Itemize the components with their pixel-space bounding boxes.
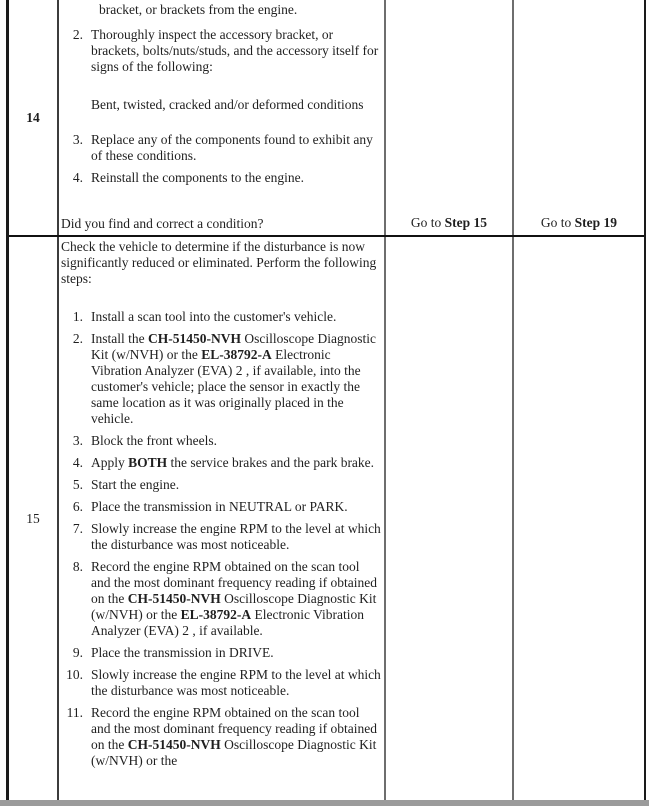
list-item	[61, 667, 382, 699]
list-item-number: 5.	[72, 477, 83, 492]
step-number: 15	[26, 510, 40, 526]
goto-no-cell	[514, 0, 644, 235]
list-item	[61, 331, 382, 427]
list-item	[61, 309, 382, 325]
list-item	[61, 559, 382, 639]
intro-paragraph: Check the vehicle to determine if the disturbance is now significantly reduced or eliminated. Perform the following steps:	[61, 239, 377, 286]
list-item	[61, 170, 382, 186]
table-row-step-14	[9, 0, 644, 237]
list-item-number: 11.	[66, 705, 83, 720]
list-item	[61, 705, 382, 769]
list-item-number: 8.	[72, 559, 83, 574]
list-item-text: Bent, twisted, cracked and/or deformed conditions	[91, 97, 364, 112]
list-item-number: 1.	[72, 309, 83, 324]
list-item-text: Install a scan tool into the customer's vehicle.	[91, 309, 337, 324]
list-item-text: Thoroughly inspect the accessory bracket, or brackets, bolts/nuts/studs, and the accessory itself for signs of the following:	[91, 27, 379, 74]
step-15-action-cell	[59, 237, 386, 800]
list-item-number: 2.	[72, 27, 83, 42]
list-item-text: Slowly increase the engine RPM to the level at which the disturbance was most noticeable.	[91, 521, 381, 552]
goto-step-19-text: Go to Step 19	[540, 215, 618, 230]
list-item-text: Block the front wheels.	[91, 433, 217, 448]
list-item-text: Replace any of the components found to exhibit any of these conditions.	[91, 132, 373, 163]
list-item-number: 4.	[72, 170, 83, 185]
step-number-cell	[9, 237, 59, 800]
list-item-number: 2.	[72, 331, 83, 346]
goto-yes-cell	[386, 0, 514, 235]
list-item	[61, 521, 382, 553]
list-item-number: 3.	[72, 433, 83, 448]
goto-no-cell-empty	[514, 237, 644, 800]
list-item	[61, 132, 382, 164]
step-number: 14	[26, 109, 40, 125]
step-14-action-cell	[59, 0, 386, 235]
condition-question: Did you find and correct a condition?	[61, 216, 264, 231]
list-item	[61, 645, 382, 661]
diagnostic-steps-table	[6, 0, 646, 800]
goto-yes-cell-empty	[386, 237, 514, 800]
list-item-text: Record the engine RPM obtained on the scan tool and the most dominant frequency reading if obtained on the CH-51450-NVH Oscilloscope Diagnostic Kit (w/NVH) or the	[91, 705, 378, 768]
list-item-text: Record the engine RPM obtained on the scan tool and the most dominant frequency reading if obtained on the CH-51450-NVH Oscilloscope Diagnostic Kit (w/NVH) or the EL-38792-A Electronic Vibration Analyzer (EVA) 2 , if available.	[91, 559, 378, 638]
list-item	[61, 27, 382, 75]
step-number-cell	[9, 0, 59, 235]
table-row-step-15	[9, 237, 644, 800]
list-item	[61, 433, 382, 449]
list-item-text: Apply BOTH the service brakes and the park brake.	[91, 455, 375, 470]
list-item-text: Install the CH-51450-NVH Oscilloscope Diagnostic Kit (w/NVH) or the EL-38792-A Electronic Vibration Analyzer (EVA) 2 , if available, into the customer's vehicle; place the sensor in exactly the same location as it was originally placed in the vehicle.	[91, 331, 376, 426]
list-item-text: Place the transmission in NEUTRAL or PARK.	[91, 499, 348, 514]
page-cutoff-divider	[0, 800, 649, 806]
list-item	[61, 97, 382, 113]
list-item	[61, 477, 382, 493]
list-item-text: Start the engine.	[91, 477, 180, 492]
list-item-text: Reinstall the components to the engine.	[91, 170, 304, 185]
list-item-text: Slowly increase the engine RPM to the level at which the disturbance was most noticeable.	[91, 667, 381, 698]
list-item-text: Place the transmission in DRIVE.	[91, 645, 274, 660]
list-item-number: 10.	[66, 667, 83, 682]
continued-sentence: bracket, or brackets from the engine.	[99, 2, 298, 17]
list-item-number: 7.	[72, 521, 83, 536]
list-item-number: 9.	[72, 645, 83, 660]
list-item-number: 3.	[72, 132, 83, 147]
list-item	[61, 499, 382, 515]
list-item-number	[61, 97, 91, 113]
goto-step-15-text: Go to Step 15	[410, 215, 488, 230]
list-item	[61, 455, 382, 471]
list-item-number: 4.	[72, 455, 83, 470]
list-item-number: 6.	[72, 499, 83, 514]
